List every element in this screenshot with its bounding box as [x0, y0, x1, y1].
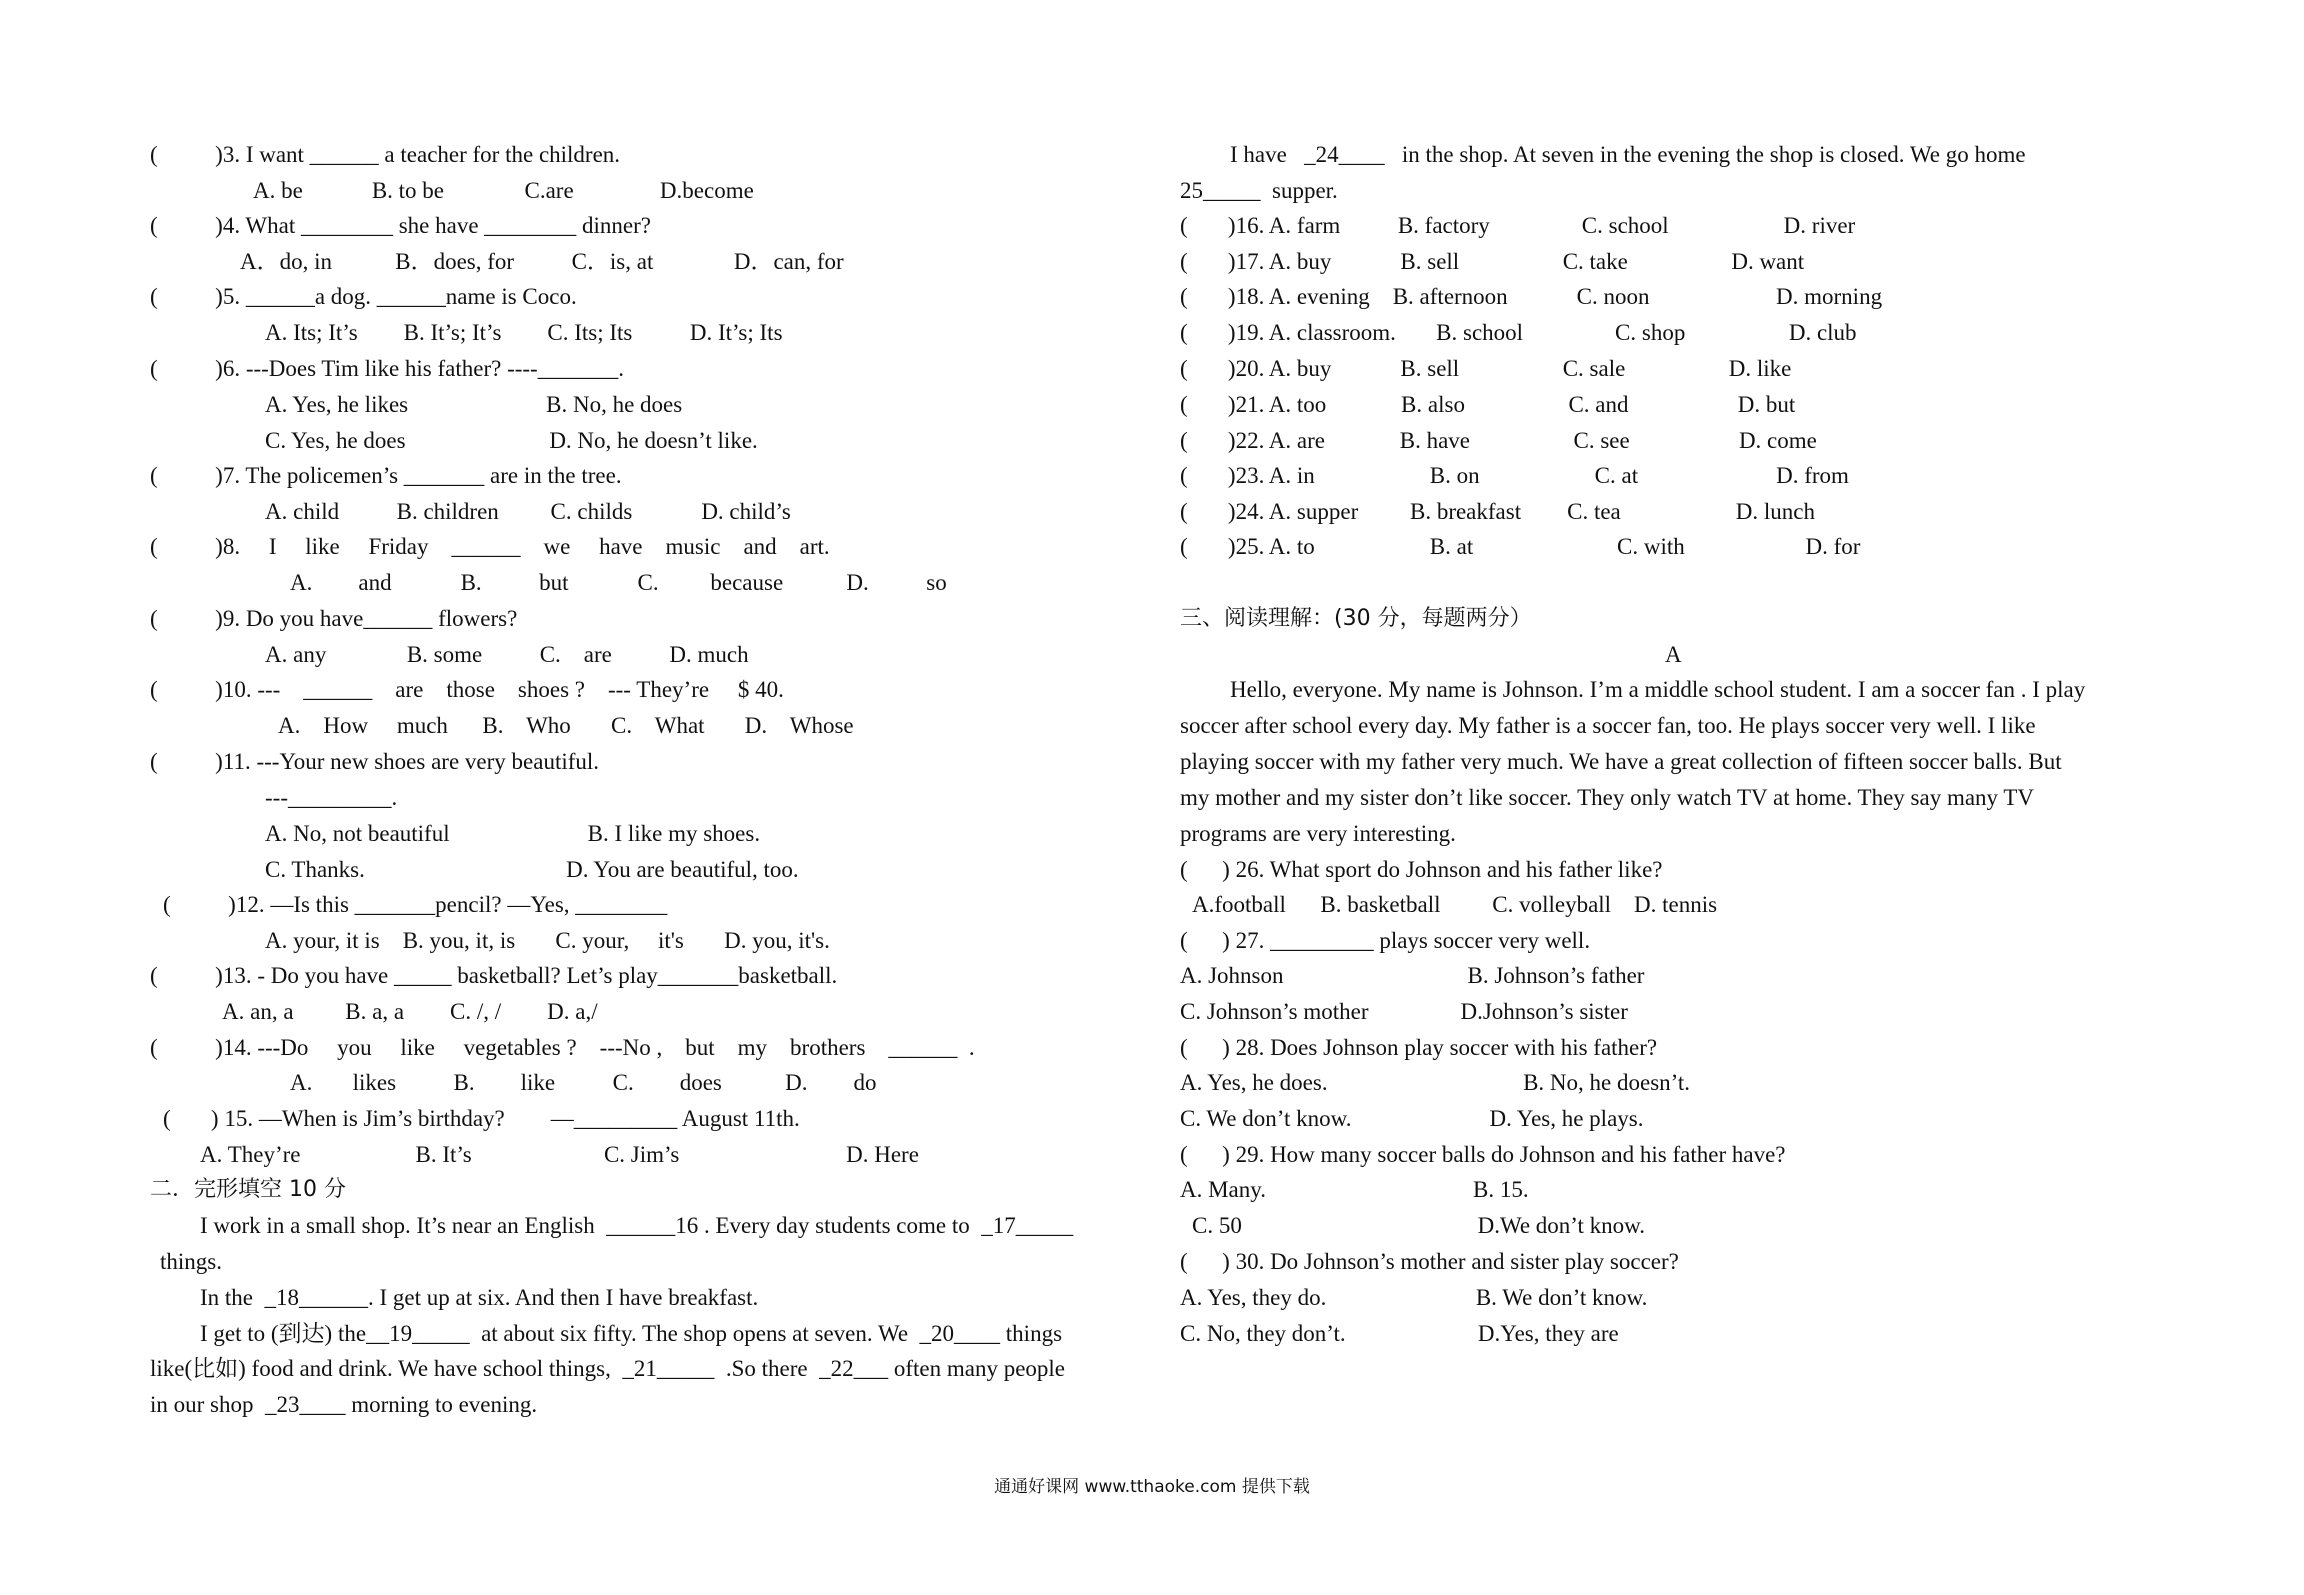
left-text-line: ( )3. I want ______ a teacher for the children.	[150, 142, 621, 167]
right-text-line: soccer after school every day. My father is a soccer fan, too. He plays soccer very well. I like	[1180, 713, 2036, 738]
left-text-line: ( )9. Do you have______ flowers?	[150, 606, 518, 631]
right-text-line: C. 50 D.We don’t know.	[1192, 1213, 1646, 1238]
left-text-line: C. Thanks. D. You are beautiful, too.	[265, 857, 799, 882]
left-text-line: A. an, a B. a, a C. /, / D. a,/	[222, 999, 598, 1024]
left-text-line: ( )10. --- ______ are those shoes ? --- They’re $ 40.	[150, 677, 784, 702]
page-footer: 通通好课网 www.tthaoke.com 提供下载	[994, 1477, 1310, 1497]
left-text-line: ( ) 15. —When is Jim’s birthday? —_________ August 11th.	[163, 1106, 800, 1131]
left-text-line: A. and B. but C. because D. so	[290, 570, 947, 595]
left-text-line: ( )14. ---Do you like vegetables ? ---No , but my brothers ______ .	[150, 1035, 975, 1060]
right-text-line: A. Johnson B. Johnson’s father	[1180, 963, 1645, 988]
right-text-line: ( )18. A. evening B. afternoon C. noon D. morning	[1180, 284, 1883, 309]
right-text-line: A	[1665, 642, 1682, 667]
right-text-line: ( )21. A. too B. also C. and D. but	[1180, 392, 1796, 417]
right-text-line: ( ) 27. _________ plays soccer very well.	[1180, 928, 1591, 953]
left-text-line: A. any B. some C. are D. much	[265, 642, 749, 667]
right-text-line: ( )16. A. farm B. factory C. school D. river	[1180, 213, 1856, 238]
right-text-line: ( ) 29. How many soccer balls do Johnson and his father have?	[1180, 1142, 1786, 1167]
left-text-line: ( )6. ---Does Tim like his father? ----_______.	[150, 356, 624, 381]
left-text-line: In the _18______. I get up at six. And then I have breakfast.	[200, 1285, 759, 1310]
right-text-line: my mother and my sister don’t like soccer. They only watch TV at home. They say many TV	[1180, 785, 2035, 810]
left-text-line: ( )12. —Is this _______pencil? —Yes, ________	[163, 892, 668, 917]
left-text-line: in our shop _23____ morning to evening.	[150, 1392, 538, 1417]
right-text-line: ( )20. A. buy B. sell C. sale D. like	[1180, 356, 1792, 381]
right-text-line: 三、阅读理解：(30 分，每题两分）	[1180, 606, 1532, 631]
left-text-line: A．do, in B．does, for C．is, at D．can, for	[240, 249, 844, 274]
right-text-line: A. Many. B. 15.	[1180, 1177, 1529, 1202]
left-text-line: A. They’re B. It’s C. Jim’s D. Here	[200, 1142, 919, 1167]
left-text-line: A. Yes, he likes B. No, he does	[265, 392, 683, 417]
right-text-line: I have _24____ in the shop. At seven in the evening the shop is closed. We go home	[1230, 142, 2026, 167]
right-text-line: A. Yes, they do. B. We don’t know.	[1180, 1285, 1648, 1310]
left-text-line: 二．完形填空 10 分	[150, 1177, 346, 1202]
right-text-line: A.football B. basketball C. volleyball D. tennis	[1192, 892, 1718, 917]
right-text-line: ( )22. A. are B. have C. see D. come	[1180, 428, 1817, 453]
left-text-line: A. be B. to be C.are D.become	[253, 178, 754, 203]
left-text-line: ( )4. What ________ she have ________ dinner?	[150, 213, 652, 238]
left-text-line: ( )8. I like Friday ______ we have music and art.	[150, 534, 830, 559]
left-text-line: ---_________.	[265, 785, 398, 810]
left-text-line: ( )11. ---Your new shoes are very beautiful.	[150, 749, 600, 774]
left-text-line: like(比如) food and drink. We have school things, _21_____ .So there _22___ often many people	[150, 1356, 1066, 1381]
left-text-line: I get to (到达) the__19_____ at about six fifty. The shop opens at seven. We _20____ things	[200, 1321, 1063, 1346]
right-text-line: ( )19. A. classroom. B. school C. shop D. club	[1180, 320, 1857, 345]
right-text-line: C. Johnson’s mother D.Johnson’s sister	[1180, 999, 1628, 1024]
left-text-line: things.	[160, 1249, 222, 1274]
left-text-line: ( )5. ______a dog. ______name is Coco.	[150, 284, 577, 309]
right-text-line: ( )17. A. buy B. sell C. take D. want	[1180, 249, 1805, 274]
left-text-line: A. likes B. like C. does D. do	[290, 1070, 877, 1095]
right-text-line: ( ) 30. Do Johnson’s mother and sister play soccer?	[1180, 1249, 1679, 1274]
left-text-line: A. Its; It’s B. It’s; It’s C. Its; Its D. It’s; Its	[265, 320, 783, 345]
left-text-line: A. No, not beautiful B. I like my shoes.	[265, 821, 761, 846]
left-text-line: A. How much B. Who C. What D. Whose	[278, 713, 854, 738]
right-text-line: ( ) 28. Does Johnson play soccer with his father?	[1180, 1035, 1658, 1060]
right-text-line: ( ) 26. What sport do Johnson and his father like?	[1180, 857, 1663, 882]
right-text-line: ( )24. A. supper B. breakfast C. tea D. lunch	[1180, 499, 1815, 524]
right-text-line: C. No, they don’t. D.Yes, they are	[1180, 1321, 1619, 1346]
right-text-line: C. We don’t know. D. Yes, he plays.	[1180, 1106, 1644, 1131]
left-text-line: I work in a small shop. It’s near an English ______16 . Every day students come to _17_____	[200, 1213, 1074, 1238]
left-text-line: C. Yes, he does D. No, he doesn’t like.	[265, 428, 758, 453]
left-text-line: A. child B. children C. childs D. child’s	[265, 499, 791, 524]
left-text-line: ( )13. - Do you have _____ basketball? Let’s play_______basketball.	[150, 963, 838, 988]
right-text-line: A. Yes, he does. B. No, he doesn’t.	[1180, 1070, 1691, 1095]
right-text-line: 25_____ supper.	[1180, 178, 1338, 203]
left-text-line: ( )7. The policemen’s _______ are in the tree.	[150, 463, 622, 488]
left-text-line: A. your, it is B. you, it, is C. your, it's D. you, it's.	[265, 928, 830, 953]
right-text-line: ( )25. A. to B. at C. with D. for	[1180, 534, 1861, 559]
right-text-line: playing soccer with my father very much. We have a great collection of fifteen soccer balls. But	[1180, 749, 2062, 774]
right-text-line: programs are very interesting.	[1180, 821, 1456, 846]
right-text-line: Hello, everyone. My name is Johnson. I’m a middle school student. I am a soccer fan . I play	[1230, 677, 2086, 702]
right-text-line: ( )23. A. in B. on C. at D. from	[1180, 463, 1849, 488]
